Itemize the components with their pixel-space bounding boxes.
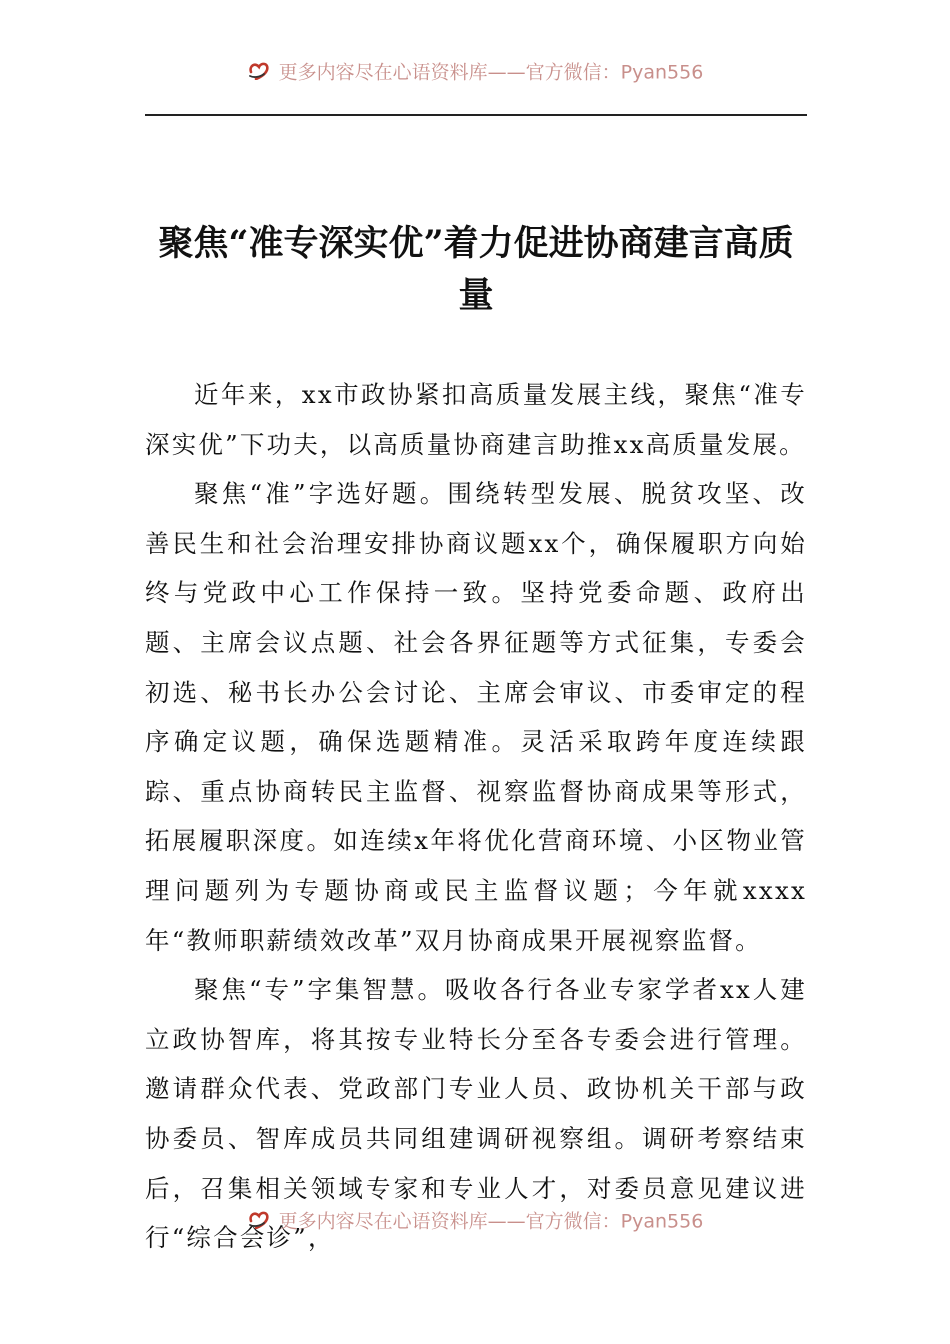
paragraph-precision: 聚焦“准”字选好题。围绕转型发展、脱贫攻坚、改善民生和社会治理安排协商议题xx个，确保履职方向始终与党政中心工作保持一致。坚持党委命题、政府出题、主席会议点题、社会各界征题等方式征集，专委会初选、秘书长办公会讨论、主席会审议、市委审定的程序确定议题，确保选题精准。灵活采取跨年度连续跟踪、重点协商转民主监督、视察监督协商成果等形式，拓展履职深度。如连续x年将优化营商环境、小区物业管理问题列为专题协商或民主监督议题；今年就xxxx年“教师职薪绩效改革”双月协商成果开展视察监督。 — [145, 479, 807, 955]
footer-watermark — [0, 1207, 950, 1235]
paragraph-intro: 近年来，xx市政协紧扣高质量发展主线，聚焦“准专深实优”下功夫，以高质量协商建言助推xx高质量发展。 — [145, 380, 807, 459]
heart-logo-icon — [247, 58, 273, 86]
header-watermark — [0, 58, 950, 86]
header-watermark-text: 更多内容尽在心语资料库——官方微信：Pyan556 — [278, 61, 704, 84]
document-body — [145, 370, 807, 1263]
heart-logo-icon — [247, 1207, 273, 1235]
header-rule — [145, 114, 807, 116]
document-title: 聚焦“准专深实优”着力促进协商建言高质量 — [158, 223, 794, 316]
footer-watermark-text: 更多内容尽在心语资料库——官方微信：Pyan556 — [278, 1210, 704, 1233]
paragraph-expertise: 聚焦“专”字集智慧。吸收各行各业专家学者xx人建立政协智库，将其按专业特长分至各专委会进行管理。邀请群众代表、党政部门专业人员、政协机关干部与政协委员、智库成员共同组建调研视察组。调研考察结束后，召集相关领域专家和专业人才，对委员意见建议进行“综合会诊”， — [145, 975, 807, 1253]
